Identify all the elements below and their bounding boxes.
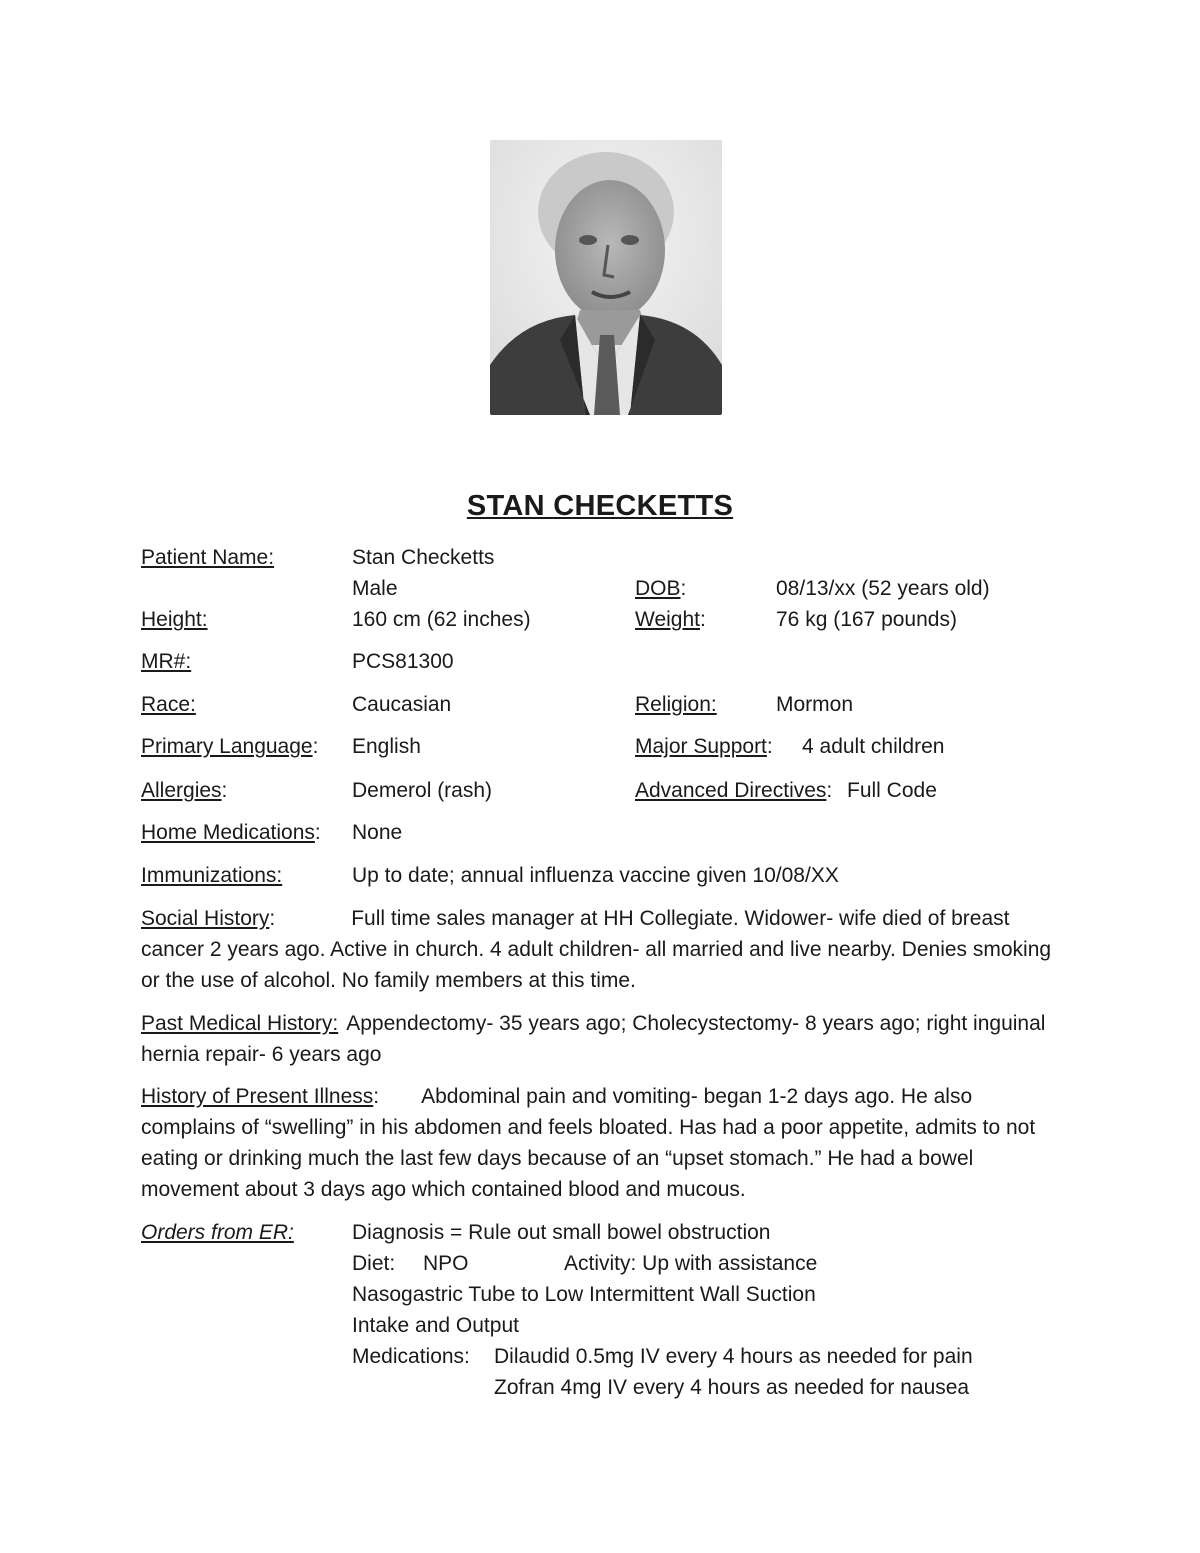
height-value: 160 cm (62 inches) <box>352 608 531 631</box>
directives-value: Full Code <box>847 779 937 802</box>
weight-value: 76 kg (167 pounds) <box>776 608 957 631</box>
home-meds-label: Home Medications: <box>141 821 321 844</box>
directives-label: Advanced Directives: <box>635 779 833 802</box>
orders-ng-tube: Nasogastric Tube to Low Intermittent Wall Suction <box>352 1283 816 1306</box>
orders-label: Orders from ER: <box>141 1221 294 1244</box>
mr-label: MR#: <box>141 650 192 673</box>
present-illness-text: Abdominal pain and vomiting- began 1-2 days ago. He also complains of “swelling” in his abdomen and feels bloated. Has had a poor appetite, admits to not eating or drinking much the last few days because of an “upset stomach.” He had a bowel movement about 3 days ago which contained blood and mucous. <box>141 1085 1036 1201</box>
past-medical-history-text: Appendectomy- 35 years ago; Cholecystectomy- 8 years ago; right inguinal hernia repair- 6 years ago <box>141 1012 1046 1066</box>
race-label: Race: <box>141 693 196 716</box>
height-label: Height: <box>141 608 208 631</box>
orders-diagnosis: Diagnosis = Rule out small bowel obstruction <box>352 1221 771 1244</box>
orders-medications-label: Medications: <box>352 1345 470 1368</box>
dob-value: 08/13/xx (52 years old) <box>776 577 990 600</box>
home-meds-value: None <box>352 821 403 844</box>
social-history-text: Full time sales manager at HH Collegiate. Widower- wife died of breast cancer 2 years ago. Active in church. 4 adult children- all married and live nearby. Denies smoking or the use of alcohol. No family members at this time. <box>141 907 1052 992</box>
patient-name-label: Patient Name: <box>141 546 275 569</box>
immunizations-label: Immunizations: <box>141 864 283 887</box>
document-title: STAN CHECKETTS <box>466 490 734 522</box>
present-illness-label: History of Present Illness <box>141 1085 374 1108</box>
weight-label: Weight: <box>635 608 706 631</box>
mr-value: PCS81300 <box>352 650 454 673</box>
orders-medication-1: Dilaudid 0.5mg IV every 4 hours as needed for pain <box>494 1345 973 1368</box>
orders-diet-value: NPO <box>423 1252 469 1275</box>
patient-name-value: Stan Checketts <box>352 546 495 569</box>
past-medical-history-label: Past Medical History: <box>141 1012 339 1035</box>
orders-diet-label: Diet: <box>352 1252 396 1275</box>
support-value: 4 adult children <box>802 735 945 758</box>
support-label: Major Support: <box>635 735 773 758</box>
language-label: Primary Language: <box>141 735 319 758</box>
orders-medication-2: Zofran 4mg IV every 4 hours as needed for nausea <box>494 1376 970 1399</box>
dob-label: DOB: <box>635 577 687 600</box>
patient-photo <box>490 140 722 415</box>
orders-activity: Activity: Up with assistance <box>564 1252 818 1275</box>
past-medical-history-section <box>141 1008 1061 1070</box>
religion-value: Mormon <box>776 693 854 716</box>
immunizations-value: Up to date; annual influenza vaccine given 10/08/XX <box>352 864 839 887</box>
religion-label: Religion: <box>635 693 717 716</box>
orders-intake-output: Intake and Output <box>352 1314 519 1337</box>
sex-value: Male <box>352 577 398 600</box>
social-history-section: Social History: Full time sales manager at HH Collegiate. Widower- wife died of breast cancer 2 years ago. Active in church. 4 adult children- all married and live nearby. Denies smoking or the use of alcohol. No family members at this time. <box>141 907 1052 992</box>
social-history-label: Social History <box>141 907 270 930</box>
present-illness-section: History of Present Illness: Abdominal pain and vomiting- began 1-2 days ago. He also complains of “swelling” in his abdomen and feels bloated. Has had a poor appetite, admits to not eating or drinking much the last few days because of an “upset stomach.” He had a bowel movement about 3 days ago which contained blood and mucous. <box>141 1085 1036 1201</box>
allergies-label: Allergies: <box>141 779 228 802</box>
race-value: Caucasian <box>352 693 452 716</box>
language-value: English <box>352 735 421 758</box>
allergies-value: Demerol (rash) <box>352 779 493 802</box>
